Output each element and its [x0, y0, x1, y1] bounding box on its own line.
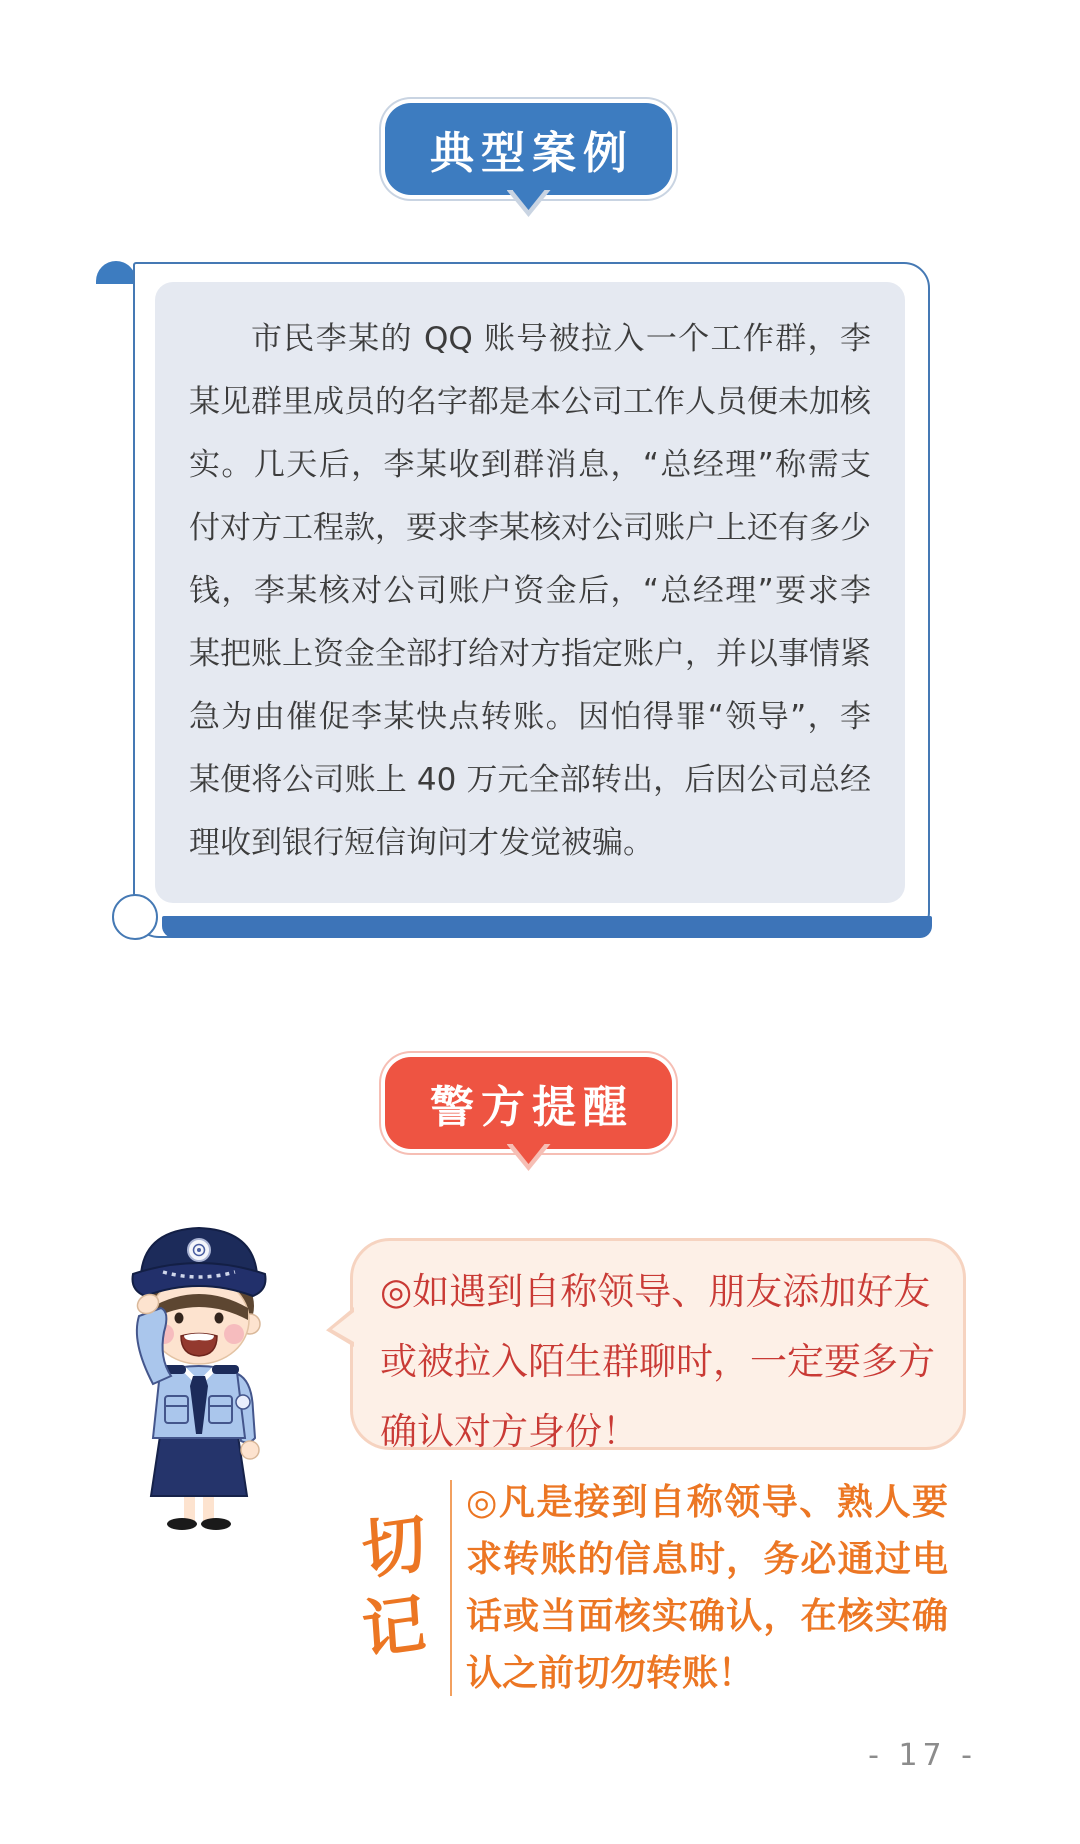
page-number: - 17 -	[868, 1738, 977, 1773]
officer-epaulette	[212, 1365, 239, 1374]
case-card	[133, 262, 930, 938]
officer-shoe	[167, 1518, 197, 1530]
remember-divider	[450, 1480, 452, 1696]
remember-char-1: 切	[359, 1505, 429, 1590]
banner-pointer-down-icon	[507, 190, 551, 217]
remember-block	[348, 1474, 948, 1702]
officer-eye	[175, 1313, 184, 1324]
remember-label	[348, 1474, 440, 1702]
officer-leg	[184, 1494, 195, 1522]
officer-hand	[241, 1441, 259, 1459]
page-curl-bottom-left	[112, 894, 158, 940]
typical-case-banner-label: 典型案例	[430, 128, 634, 179]
officer-sleeve-badge	[236, 1395, 250, 1409]
speech-bubble-tail	[326, 1307, 354, 1347]
page-curl-top-left	[96, 261, 136, 284]
police-officer-illustration	[103, 1210, 295, 1532]
remember-char-2: 记	[359, 1585, 429, 1670]
banner-pointer-down-icon	[507, 1144, 551, 1171]
typical-case-banner	[385, 103, 672, 195]
officer-teeth	[184, 1334, 214, 1341]
page-curl-bottom-bar	[162, 916, 932, 938]
reminder-bubble-text: ◎如遇到自称领导、朋友添加好友或被拉入陌生群聊时，一定要多方确认对方身份！	[380, 1270, 935, 1453]
officer-blush	[224, 1324, 244, 1344]
case-text-box	[155, 282, 905, 903]
police-reminder-banner	[385, 1057, 672, 1149]
officer-skirt	[151, 1436, 247, 1496]
officer-shoe	[201, 1518, 231, 1530]
reminder-speech-bubble	[350, 1238, 966, 1453]
police-reminder-banner-label: 警方提醒	[430, 1082, 634, 1133]
officer-eye	[215, 1313, 224, 1324]
remember-text: ◎凡是接到自称领导、熟人要求转账的信息时，务必通过电话或当面核实确认，在核实确认之前切勿转账！	[466, 1482, 948, 1694]
case-body-text: 市民李某的 QQ 账号被拉入一个工作群，李某见群里成员的名字都是本公司工作人员便未加核实。几天后，李某收到群消息，“总经理”称需支付对方工程款，要求李某核对公司账户上还有多少钱，李某核对公司账户资金后，“总经理”要求李某把账上资金全部打给对方指定账户，并以事情紧急为由催促李某快点转账。因怕得罪“领导”，李某便将公司账上 40 万元全部转出，后因公司总经理收到银行短信询问才发觉被骗。	[189, 321, 871, 861]
officer-leg	[203, 1494, 214, 1522]
